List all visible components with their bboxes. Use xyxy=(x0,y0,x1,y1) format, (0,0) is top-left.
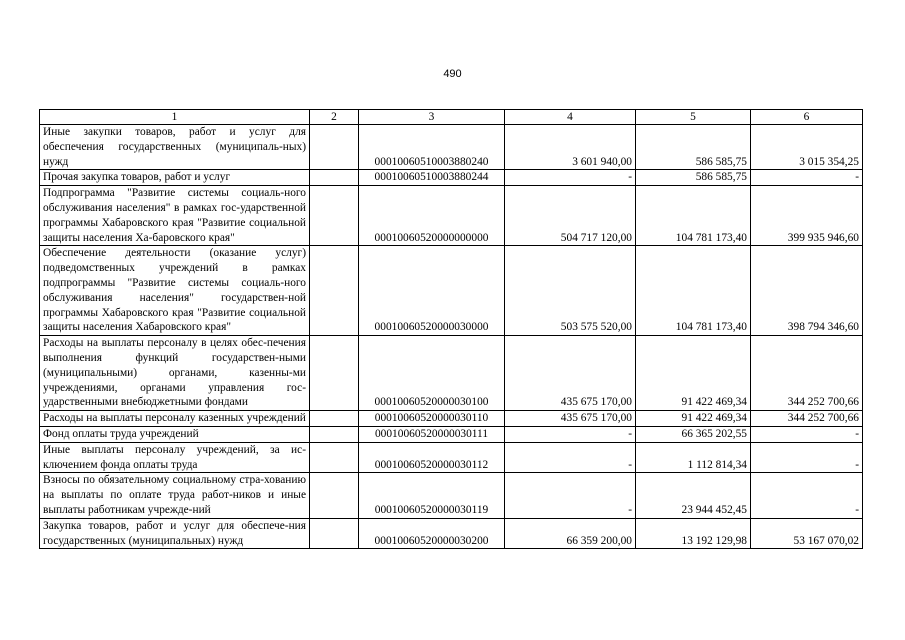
row-approved: 435 675 170,00 xyxy=(505,336,636,411)
header-col-4: 4 xyxy=(505,110,636,125)
row-remaining: - xyxy=(751,426,863,442)
row-remaining: - xyxy=(751,442,863,473)
row-name: Взносы по обязательному социальному стра-хованию на выплаты по оплате труда работ-ников и иные выплаты работникам учрежде-ний xyxy=(40,473,310,518)
budget-table xyxy=(39,109,863,549)
table-row xyxy=(40,442,863,473)
row-col-2 xyxy=(310,442,359,473)
page-number: 490 xyxy=(443,68,462,80)
row-executed: 13 192 129,98 xyxy=(636,518,751,549)
row-name: Расходы на выплаты персоналу в целях обес-печения выполнения функций государствен-ными (муниципальными) органами, казенны-ми учреждениями, органами управления гос-ударственными внебюджетными фондами xyxy=(40,336,310,411)
header-row xyxy=(40,110,863,125)
table-row xyxy=(40,125,863,170)
row-code: 00010060510003880240 xyxy=(359,125,505,170)
row-executed: 91 422 469,34 xyxy=(636,411,751,427)
row-name: Обеспечение деятельности (оказание услуг) подведомственных учреждений в рамках подпрограммы "Развитие системы социаль-ного обслуживания населения" государствен-ной программы Хабаровского края "Развитие социальной защиты населения Хабаровского края" xyxy=(40,246,310,336)
row-name: Расходы на выплаты персоналу казенных учреждений xyxy=(40,411,310,427)
row-executed: 66 365 202,55 xyxy=(636,426,751,442)
row-approved: 66 359 200,00 xyxy=(505,518,636,549)
row-approved: 3 601 940,00 xyxy=(505,125,636,170)
row-name: Подпрограмма "Развитие системы социаль-ного обслуживания населения" в рамках гос-ударственной программы Хабаровского края "Развитие социальной защиты населения Ха-баровского края" xyxy=(40,186,310,246)
row-executed: 1 112 814,34 xyxy=(636,442,751,473)
row-remaining: - xyxy=(751,473,863,518)
row-approved: 503 575 520,00 xyxy=(505,246,636,336)
row-remaining: 398 794 346,60 xyxy=(751,246,863,336)
row-executed: 586 585,75 xyxy=(636,125,751,170)
table-row xyxy=(40,336,863,411)
header-col-6: 6 xyxy=(751,110,863,125)
header-col-5: 5 xyxy=(636,110,751,125)
table-row xyxy=(40,246,863,336)
header-col-1: 1 xyxy=(40,110,310,125)
table-row xyxy=(40,170,863,186)
row-col-2 xyxy=(310,125,359,170)
row-code: 00010060520000030000 xyxy=(359,246,505,336)
row-executed: 104 781 173,40 xyxy=(636,186,751,246)
row-approved: 435 675 170,00 xyxy=(505,411,636,427)
row-code: 00010060520000030100 xyxy=(359,336,505,411)
row-col-2 xyxy=(310,518,359,549)
row-remaining: 344 252 700,66 xyxy=(751,411,863,427)
row-col-2 xyxy=(310,473,359,518)
row-name: Закупка товаров, работ и услуг для обеспече-ния государственных (муниципальных) нужд xyxy=(40,518,310,549)
table-row xyxy=(40,473,863,518)
row-name: Фонд оплаты труда учреждений xyxy=(40,426,310,442)
row-approved: - xyxy=(505,442,636,473)
row-name: Прочая закупка товаров, работ и услуг xyxy=(40,170,310,186)
row-col-2 xyxy=(310,411,359,427)
row-code: 00010060520000030200 xyxy=(359,518,505,549)
row-col-2 xyxy=(310,336,359,411)
row-remaining: 3 015 354,25 xyxy=(751,125,863,170)
row-code: 00010060520000030111 xyxy=(359,426,505,442)
row-col-2 xyxy=(310,246,359,336)
row-name: Иные выплаты персоналу учреждений, за ис-ключением фонда оплаты труда xyxy=(40,442,310,473)
row-approved: - xyxy=(505,170,636,186)
row-executed: 586 585,75 xyxy=(636,170,751,186)
row-executed: 23 944 452,45 xyxy=(636,473,751,518)
row-col-2 xyxy=(310,426,359,442)
row-remaining: 399 935 946,60 xyxy=(751,186,863,246)
row-code: 00010060520000030119 xyxy=(359,473,505,518)
table-row xyxy=(40,426,863,442)
row-remaining: 53 167 070,02 xyxy=(751,518,863,549)
table-row xyxy=(40,518,863,549)
header-col-2: 2 xyxy=(310,110,359,125)
table-row xyxy=(40,411,863,427)
row-col-2 xyxy=(310,170,359,186)
header-col-3: 3 xyxy=(359,110,505,125)
row-executed: 91 422 469,34 xyxy=(636,336,751,411)
row-approved: - xyxy=(505,426,636,442)
table-row xyxy=(40,186,863,246)
row-code: 00010060520000030112 xyxy=(359,442,505,473)
row-remaining: 344 252 700,66 xyxy=(751,336,863,411)
row-code: 00010060520000030110 xyxy=(359,411,505,427)
row-approved: 504 717 120,00 xyxy=(505,186,636,246)
row-executed: 104 781 173,40 xyxy=(636,246,751,336)
row-remaining: - xyxy=(751,170,863,186)
row-col-2 xyxy=(310,186,359,246)
row-approved: - xyxy=(505,473,636,518)
row-code: 00010060520000000000 xyxy=(359,186,505,246)
row-name: Иные закупки товаров, работ и услуг для обеспечения государственных (муниципаль-ных) нужд xyxy=(40,125,310,170)
row-code: 00010060510003880244 xyxy=(359,170,505,186)
